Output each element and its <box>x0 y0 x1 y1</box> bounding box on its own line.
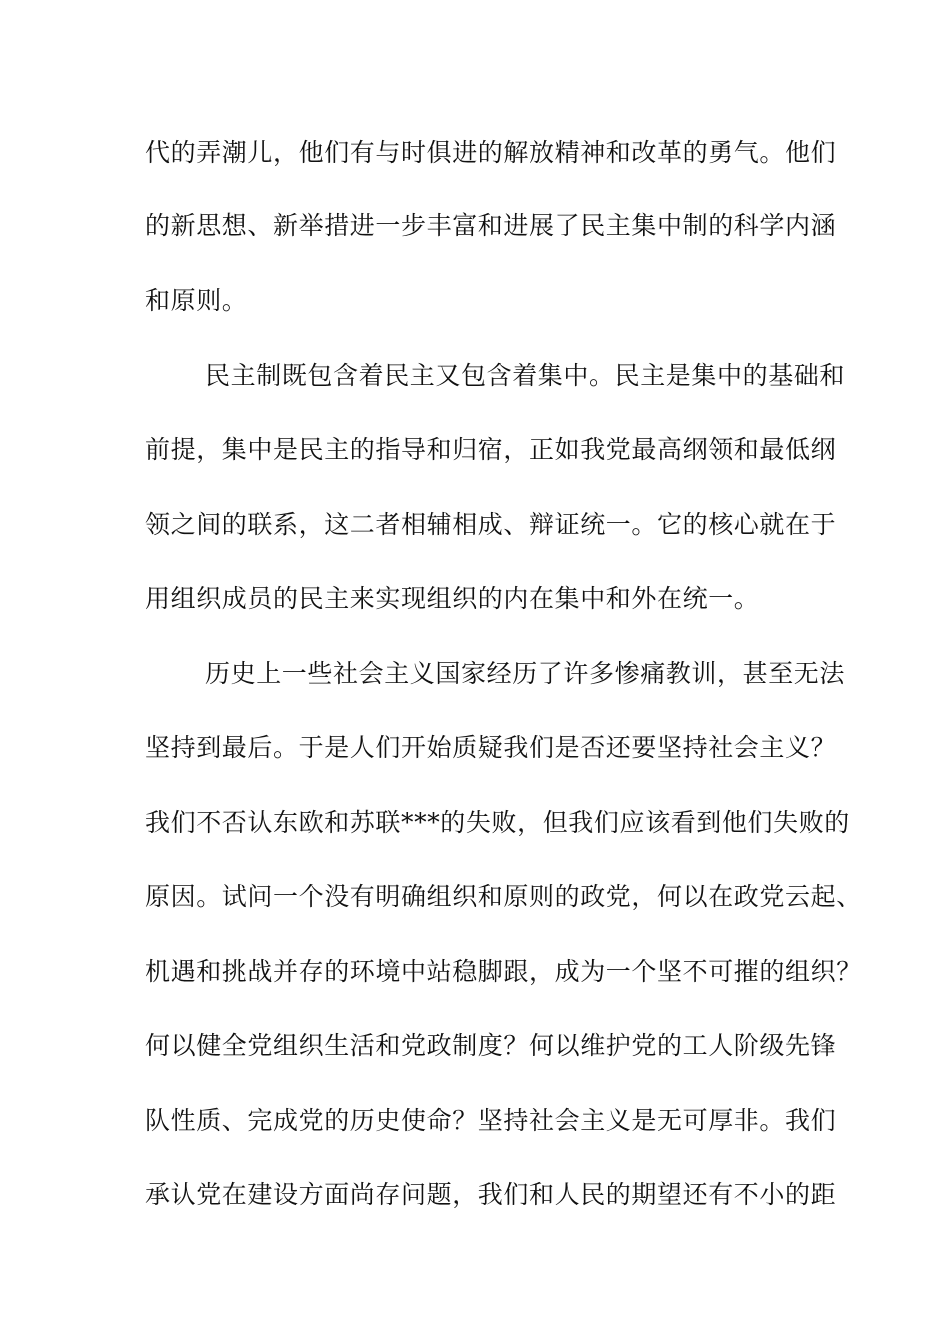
text-line: 我们不否认东欧和苏联***的失败，但我们应该看到他们失败的 <box>145 808 850 837</box>
text-line: 代的弄潮儿，他们有与时俱进的解放精神和改革的勇气。他们 <box>145 138 837 167</box>
text-line: 领之间的联系，这二者相辅相成、辩证统一。它的核心就在于 <box>145 510 837 539</box>
text-line: 队性质、完成党的历史使命？坚持社会主义是无可厚非。我们 <box>145 1106 837 1135</box>
text-line: 前提，集中是民主的指导和归宿，正如我党最高纲领和最低纲 <box>145 435 837 464</box>
text-line: 机遇和挑战并存的环境中站稳脚跟，成为一个坚不可摧的组织？ <box>145 957 862 986</box>
paragraph-first-line: 历史上一些社会主义国家经历了许多惨痛教训，甚至无法 <box>205 659 846 688</box>
text-line: 承认党在建设方面尚存问题，我们和人民的期望还有不小的距 <box>145 1180 837 1209</box>
text-line: 的新思想、新举措进一步丰富和进展了民主集中制的科学内涵 <box>145 211 837 240</box>
text-line: 和原则。 <box>145 286 248 315</box>
text-line: 何以健全党组织生活和党政制度？何以维护党的工人阶级先锋 <box>145 1031 837 1060</box>
text-line: 用组织成员的民主来实现组织的内在集中和外在统一。 <box>145 584 760 613</box>
text-line: 坚持到最后。于是人们开始质疑我们是否还要坚持社会主义？ <box>145 733 837 762</box>
paragraph-first-line: 民主制既包含着民主又包含着集中。民主是集中的基础和 <box>205 361 846 390</box>
text-line: 原因。试问一个没有明确组织和原则的政党，何以在政党云起、 <box>145 882 862 911</box>
